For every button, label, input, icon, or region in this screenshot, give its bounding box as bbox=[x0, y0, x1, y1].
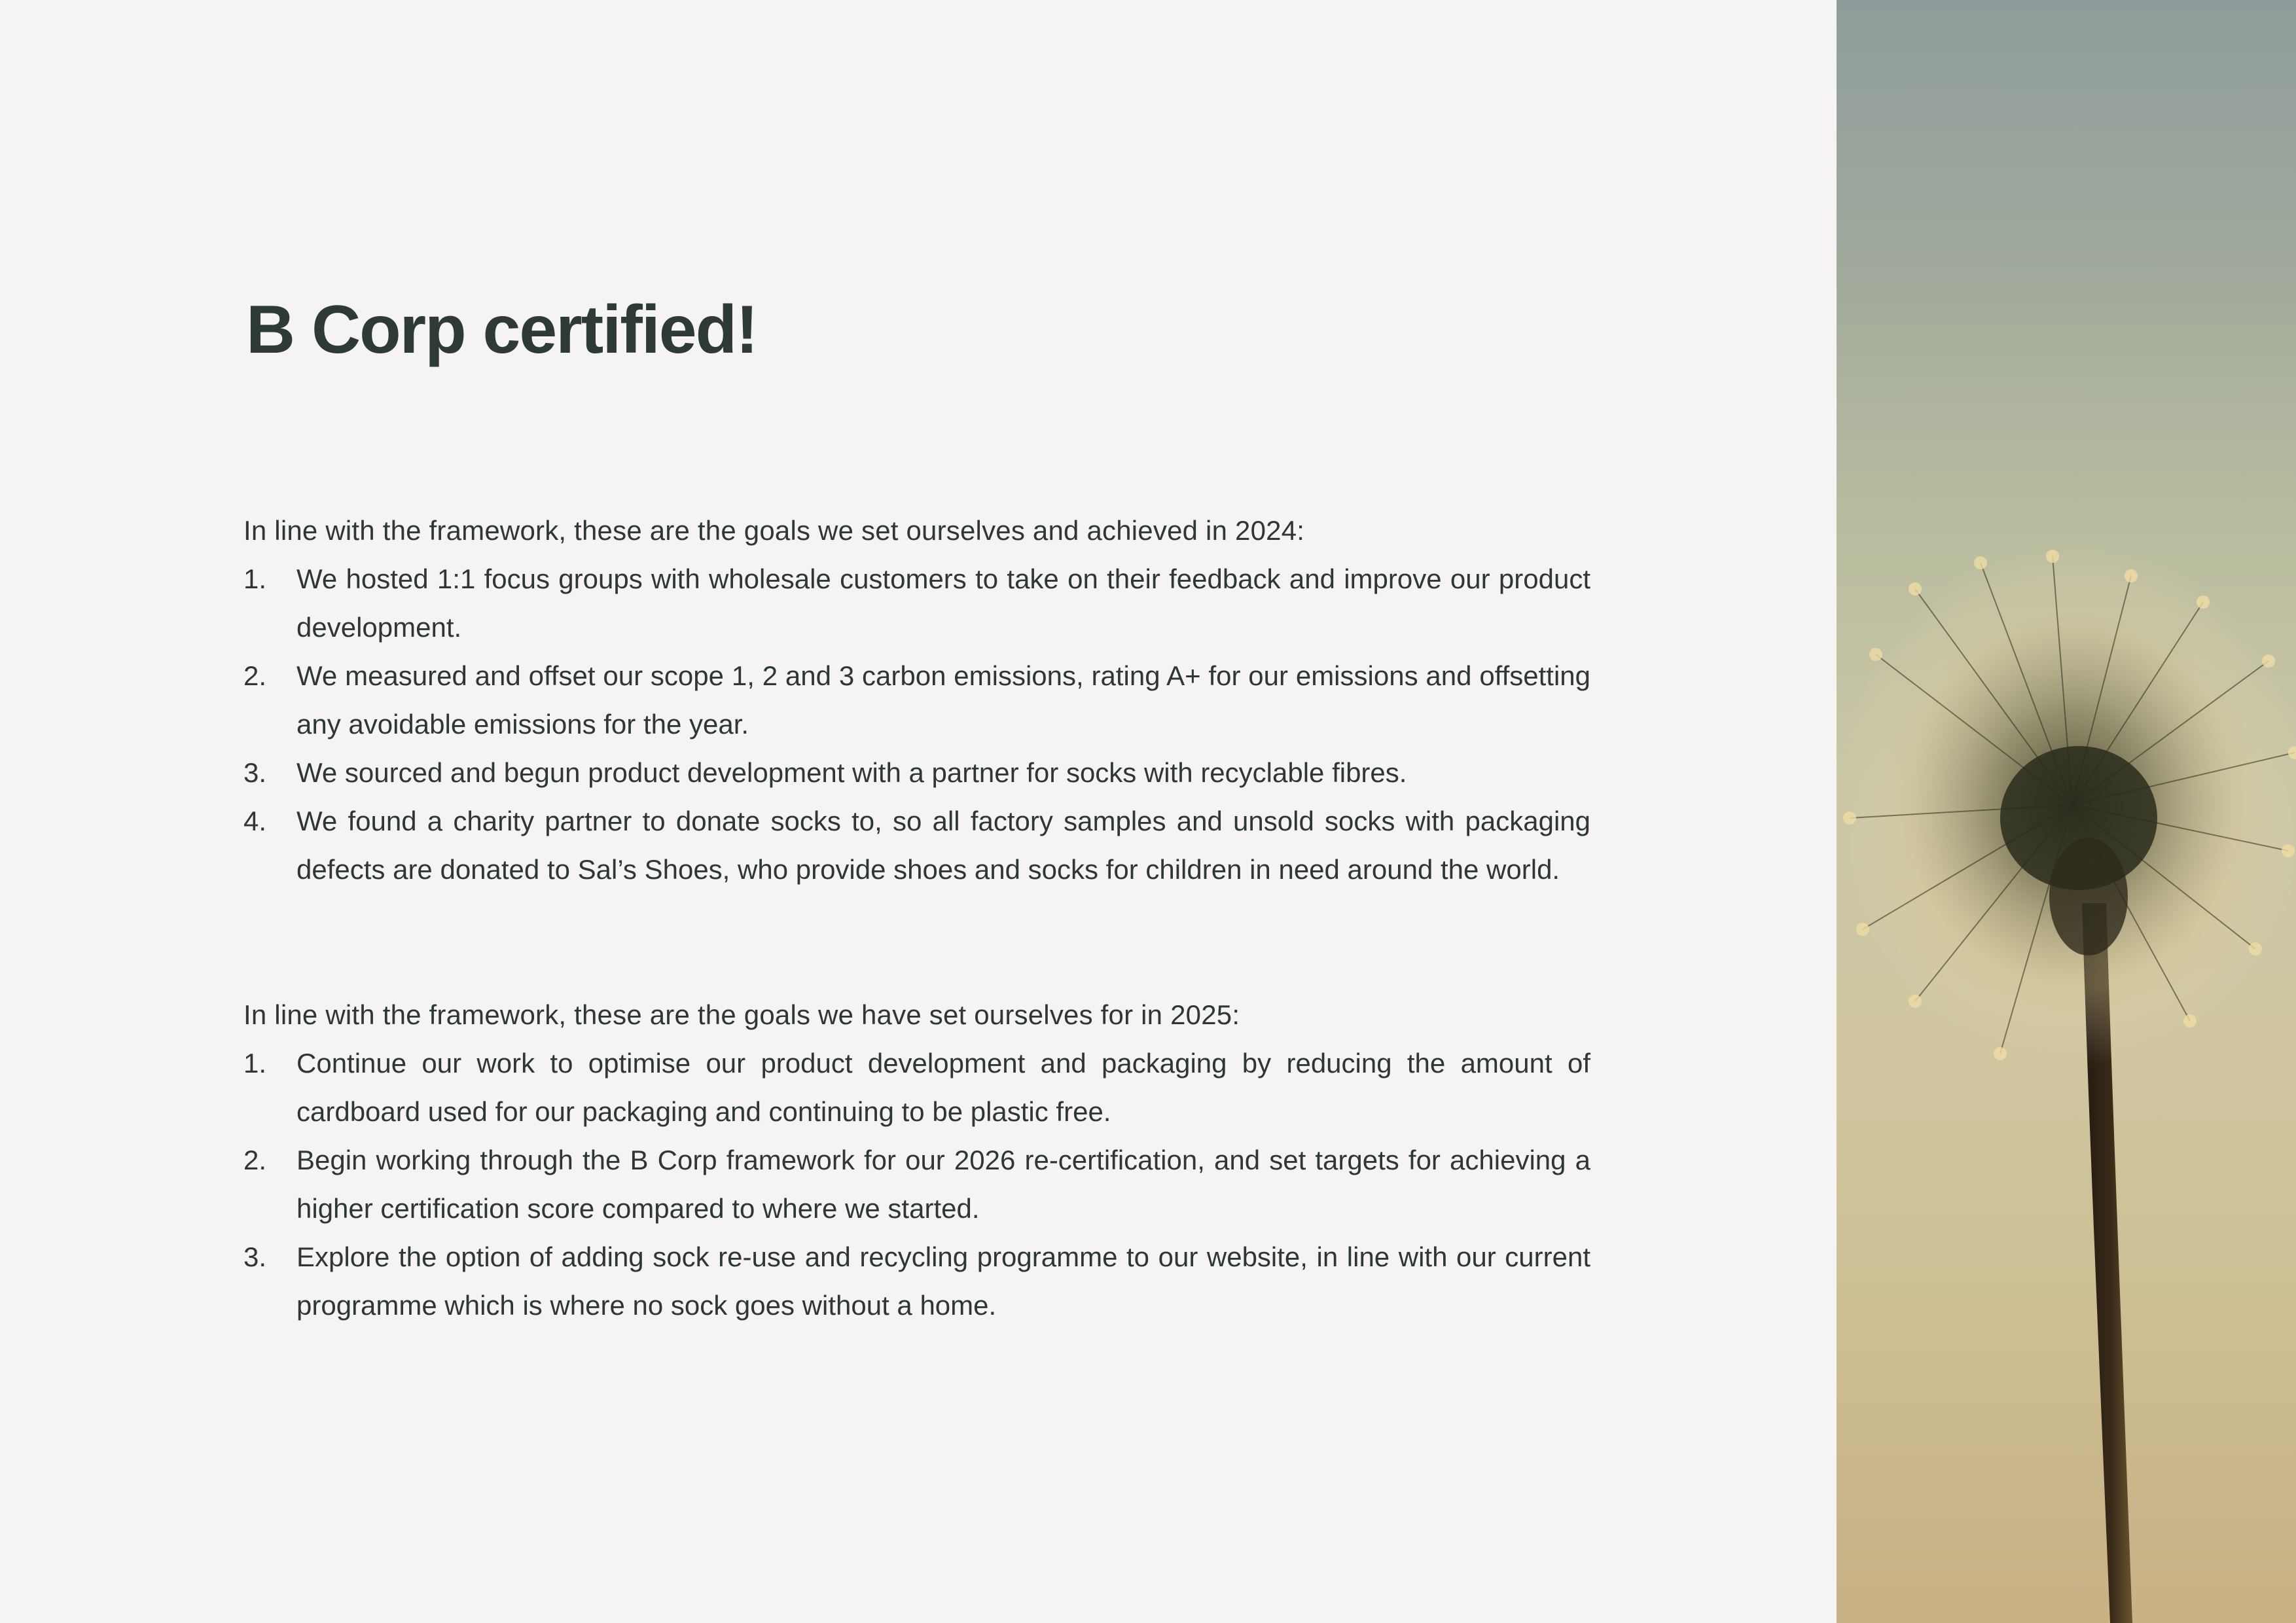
dandelion-photo-icon bbox=[1837, 0, 2296, 1623]
list-item bbox=[243, 797, 1590, 894]
goals-2024-list bbox=[243, 555, 1590, 894]
list-item-text: We sourced and begun product development with a partner for socks with recyclable fibres. bbox=[296, 757, 1407, 788]
list-item-text: Continue our work to optimise our product development and packaging by reducing the amount of cardboard used for our packaging and continuing to be plastic free. bbox=[296, 1048, 1590, 1127]
list-number: 2. bbox=[243, 1145, 267, 1175]
list-item bbox=[243, 749, 1590, 797]
list-number: 3. bbox=[243, 757, 267, 788]
dandelion-photo bbox=[1837, 0, 2296, 1623]
list-item bbox=[243, 652, 1590, 749]
goals-2024-intro: In line with the framework, these are the goals we set ourselves and achieved in 2024: bbox=[243, 515, 1305, 546]
goals-2025-section bbox=[243, 991, 1590, 1330]
list-item-text: Explore the option of adding sock re-use and recycling programme to our website, in line with our current programme which is where no sock goes without a home. bbox=[296, 1241, 1590, 1321]
list-item bbox=[243, 1039, 1590, 1136]
goals-2025-intro: In line with the framework, these are the goals we have set ourselves for in 2025: bbox=[243, 999, 1240, 1030]
list-item-text: We measured and offset our scope 1, 2 and 3 carbon emissions, rating A+ for our emissions and offsetting any avoidable emissions for the year. bbox=[296, 660, 1590, 740]
list-number: 2. bbox=[243, 660, 267, 691]
goals-2025-list bbox=[243, 1039, 1590, 1330]
list-item-text: Begin working through the B Corp framework for our 2026 re-certification, and set targets for achieving a higher certification score compared to where we started. bbox=[296, 1145, 1590, 1224]
list-item-text: We hosted 1:1 focus groups with wholesale customers to take on their feedback and improve our product development. bbox=[296, 563, 1590, 643]
list-item-text: We found a charity partner to donate socks to, so all factory samples and unsold socks with packaging defects are donated to Sal’s Shoes, who provide shoes and socks for children in need around the world. bbox=[296, 806, 1590, 885]
list-number: 3. bbox=[243, 1241, 267, 1272]
page-title: B Corp certified! bbox=[246, 292, 757, 368]
list-item bbox=[243, 1136, 1590, 1233]
goals-2024-section bbox=[243, 507, 1590, 894]
list-number: 4. bbox=[243, 806, 267, 836]
list-item bbox=[243, 1233, 1590, 1330]
list-item bbox=[243, 555, 1590, 652]
list-number: 1. bbox=[243, 1048, 267, 1079]
list-number: 1. bbox=[243, 563, 267, 594]
